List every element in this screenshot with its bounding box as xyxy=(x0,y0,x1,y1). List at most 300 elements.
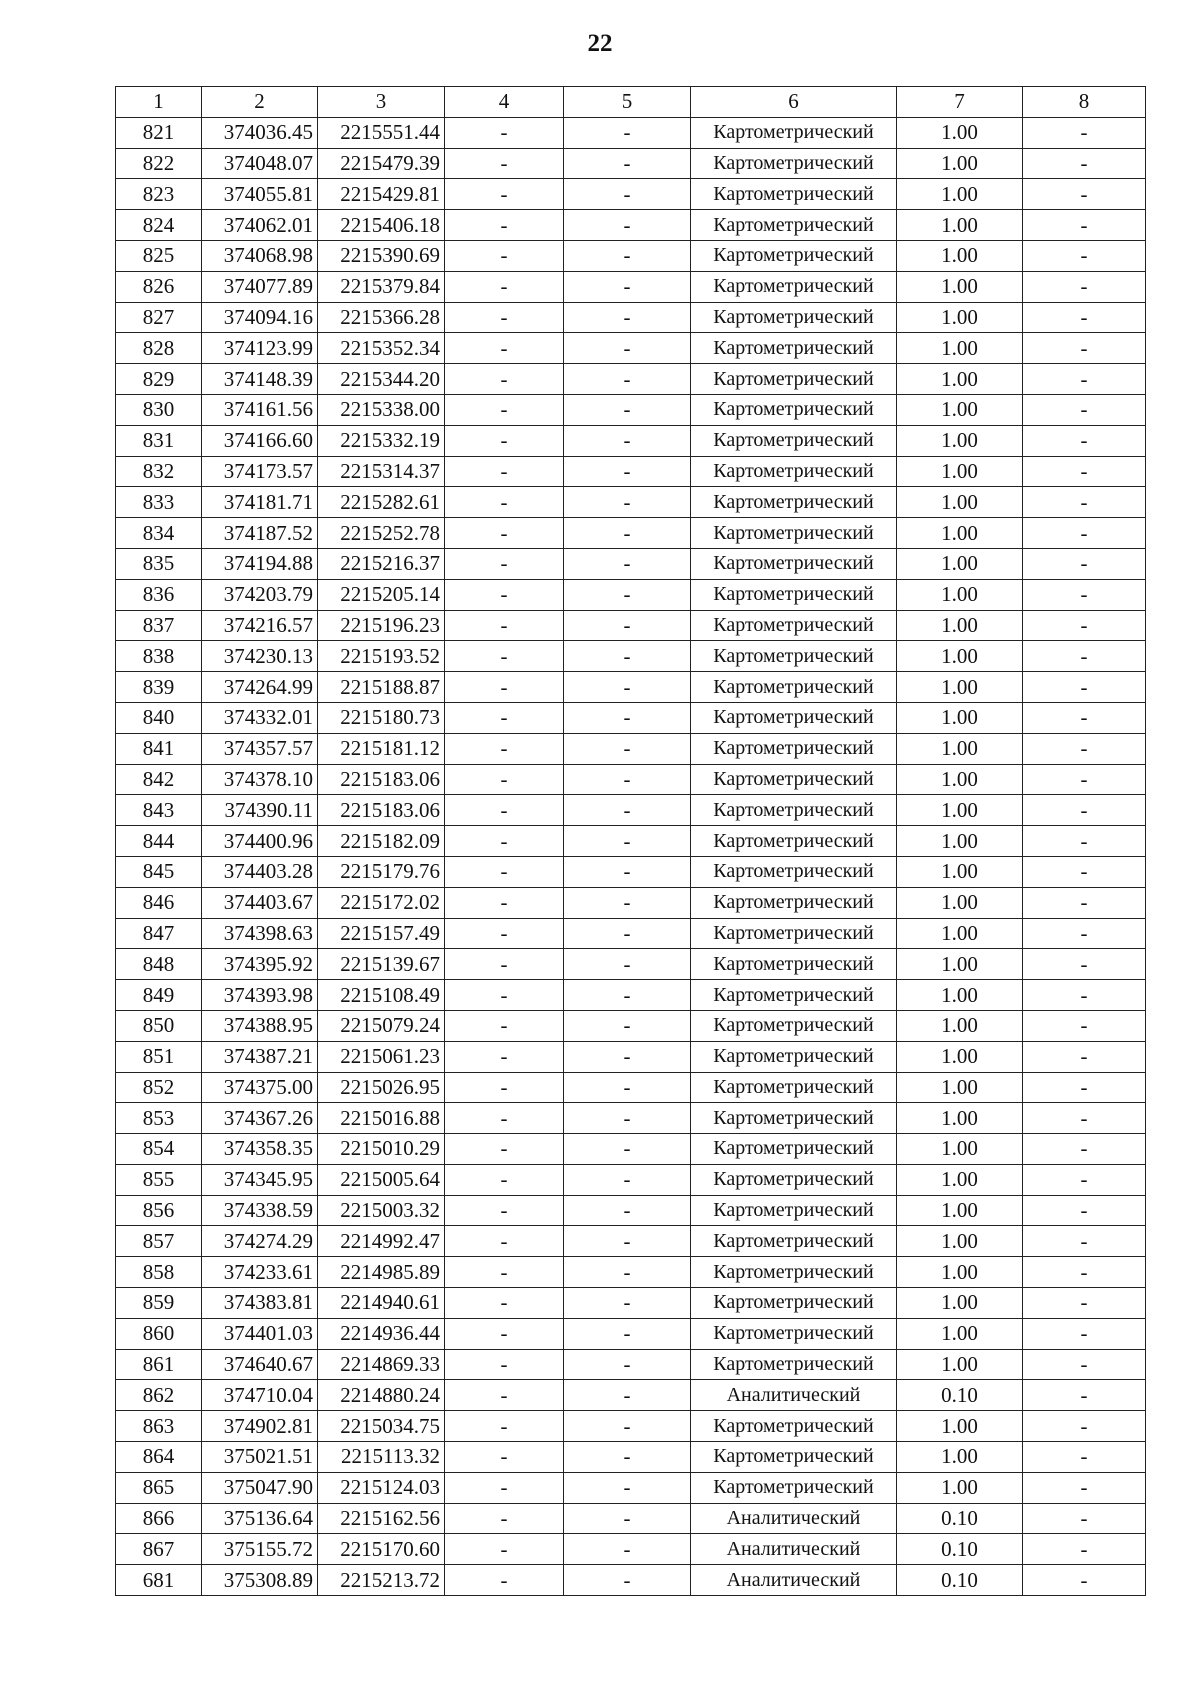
cell-y-coordinate: 2215079.24 xyxy=(318,1010,445,1041)
cell-x-coordinate: 374181.71 xyxy=(202,487,318,518)
cell-method: Картометрический xyxy=(691,1411,897,1442)
cell-accuracy: 1.00 xyxy=(897,1072,1023,1103)
cell-x-coordinate: 374332.01 xyxy=(202,702,318,733)
cell-accuracy: 1.00 xyxy=(897,302,1023,333)
column-header-3: 3 xyxy=(318,87,445,118)
table-row xyxy=(116,918,1146,949)
cell-accuracy: 0.10 xyxy=(897,1380,1023,1411)
cell-method: Картометрический xyxy=(691,117,897,148)
cell-method: Картометрический xyxy=(691,856,897,887)
table-row xyxy=(116,1226,1146,1257)
cell-method: Картометрический xyxy=(691,672,897,703)
cell-point-number: 856 xyxy=(116,1195,202,1226)
cell-x-coordinate: 374403.28 xyxy=(202,856,318,887)
cell-y-coordinate: 2215113.32 xyxy=(318,1442,445,1473)
table-row xyxy=(116,394,1146,425)
cell-col-5: - xyxy=(564,394,691,425)
cell-accuracy: 1.00 xyxy=(897,795,1023,826)
cell-point-number: 850 xyxy=(116,1010,202,1041)
cell-point-number: 846 xyxy=(116,887,202,918)
table-row xyxy=(116,702,1146,733)
cell-method: Картометрический xyxy=(691,1288,897,1319)
cell-col-4: - xyxy=(445,333,564,364)
cell-method: Картометрический xyxy=(691,1257,897,1288)
cell-col-5: - xyxy=(564,1164,691,1195)
cell-col-8: - xyxy=(1023,333,1146,364)
cell-method: Картометрический xyxy=(691,764,897,795)
cell-col-4: - xyxy=(445,487,564,518)
cell-col-8: - xyxy=(1023,1565,1146,1596)
cell-col-5: - xyxy=(564,641,691,672)
cell-x-coordinate: 375155.72 xyxy=(202,1534,318,1565)
cell-col-5: - xyxy=(564,1010,691,1041)
cell-method: Картометрический xyxy=(691,333,897,364)
table-row xyxy=(116,733,1146,764)
cell-method: Картометрический xyxy=(691,487,897,518)
cell-method: Картометрический xyxy=(691,1072,897,1103)
cell-point-number: 862 xyxy=(116,1380,202,1411)
cell-point-number: 825 xyxy=(116,240,202,271)
cell-accuracy: 1.00 xyxy=(897,148,1023,179)
cell-accuracy: 1.00 xyxy=(897,394,1023,425)
cell-col-5: - xyxy=(564,579,691,610)
cell-x-coordinate: 374094.16 xyxy=(202,302,318,333)
cell-accuracy: 1.00 xyxy=(897,1411,1023,1442)
cell-accuracy: 1.00 xyxy=(897,1472,1023,1503)
cell-point-number: 841 xyxy=(116,733,202,764)
cell-col-4: - xyxy=(445,394,564,425)
cell-accuracy: 1.00 xyxy=(897,1103,1023,1134)
cell-col-8: - xyxy=(1023,302,1146,333)
cell-col-5: - xyxy=(564,1565,691,1596)
cell-accuracy: 1.00 xyxy=(897,1041,1023,1072)
table-row xyxy=(116,1103,1146,1134)
table-row xyxy=(116,364,1146,395)
cell-accuracy: 1.00 xyxy=(897,980,1023,1011)
cell-col-8: - xyxy=(1023,394,1146,425)
cell-col-4: - xyxy=(445,764,564,795)
cell-method: Аналитический xyxy=(691,1565,897,1596)
table-row xyxy=(116,949,1146,980)
cell-point-number: 842 xyxy=(116,764,202,795)
cell-col-4: - xyxy=(445,918,564,949)
cell-accuracy: 1.00 xyxy=(897,949,1023,980)
cell-method: Картометрический xyxy=(691,1349,897,1380)
cell-x-coordinate: 374902.81 xyxy=(202,1411,318,1442)
cell-y-coordinate: 2215332.19 xyxy=(318,425,445,456)
table-row xyxy=(116,1534,1146,1565)
cell-y-coordinate: 2215314.37 xyxy=(318,456,445,487)
cell-point-number: 843 xyxy=(116,795,202,826)
cell-y-coordinate: 2215366.28 xyxy=(318,302,445,333)
cell-col-8: - xyxy=(1023,795,1146,826)
cell-y-coordinate: 2215170.60 xyxy=(318,1534,445,1565)
cell-col-4: - xyxy=(445,179,564,210)
cell-x-coordinate: 374187.52 xyxy=(202,518,318,549)
cell-y-coordinate: 2215479.39 xyxy=(318,148,445,179)
cell-col-5: - xyxy=(564,856,691,887)
cell-y-coordinate: 2215061.23 xyxy=(318,1041,445,1072)
cell-accuracy: 1.00 xyxy=(897,210,1023,241)
table-row xyxy=(116,425,1146,456)
cell-method: Картометрический xyxy=(691,1041,897,1072)
cell-point-number: 839 xyxy=(116,672,202,703)
cell-col-5: - xyxy=(564,702,691,733)
cell-x-coordinate: 374400.96 xyxy=(202,826,318,857)
cell-y-coordinate: 2215551.44 xyxy=(318,117,445,148)
cell-col-5: - xyxy=(564,302,691,333)
cell-accuracy: 1.00 xyxy=(897,1010,1023,1041)
cell-col-8: - xyxy=(1023,1411,1146,1442)
cell-col-5: - xyxy=(564,1257,691,1288)
cell-col-5: - xyxy=(564,456,691,487)
cell-accuracy: 1.00 xyxy=(897,702,1023,733)
table-row xyxy=(116,210,1146,241)
table-row xyxy=(116,456,1146,487)
cell-col-4: - xyxy=(445,672,564,703)
cell-accuracy: 1.00 xyxy=(897,1257,1023,1288)
cell-accuracy: 1.00 xyxy=(897,1349,1023,1380)
cell-col-4: - xyxy=(445,1411,564,1442)
cell-x-coordinate: 375021.51 xyxy=(202,1442,318,1473)
cell-x-coordinate: 375047.90 xyxy=(202,1472,318,1503)
cell-accuracy: 1.00 xyxy=(897,887,1023,918)
cell-method: Картометрический xyxy=(691,394,897,425)
cell-col-4: - xyxy=(445,1534,564,1565)
cell-y-coordinate: 2215010.29 xyxy=(318,1134,445,1165)
table-row xyxy=(116,1072,1146,1103)
table-row xyxy=(116,856,1146,887)
cell-col-5: - xyxy=(564,271,691,302)
cell-method: Картометрический xyxy=(691,826,897,857)
cell-x-coordinate: 374338.59 xyxy=(202,1195,318,1226)
cell-col-8: - xyxy=(1023,641,1146,672)
cell-x-coordinate: 374375.00 xyxy=(202,1072,318,1103)
cell-col-4: - xyxy=(445,456,564,487)
cell-method: Картометрический xyxy=(691,456,897,487)
cell-col-4: - xyxy=(445,795,564,826)
cell-x-coordinate: 374233.61 xyxy=(202,1257,318,1288)
table-row xyxy=(116,641,1146,672)
table-row xyxy=(116,271,1146,302)
cell-point-number: 853 xyxy=(116,1103,202,1134)
cell-col-4: - xyxy=(445,1503,564,1534)
cell-method: Картометрический xyxy=(691,795,897,826)
cell-accuracy: 1.00 xyxy=(897,117,1023,148)
cell-x-coordinate: 374230.13 xyxy=(202,641,318,672)
cell-col-8: - xyxy=(1023,702,1146,733)
cell-col-5: - xyxy=(564,1072,691,1103)
cell-col-4: - xyxy=(445,1257,564,1288)
cell-accuracy: 1.00 xyxy=(897,518,1023,549)
cell-col-8: - xyxy=(1023,271,1146,302)
cell-method: Картометрический xyxy=(691,1226,897,1257)
cell-accuracy: 0.10 xyxy=(897,1565,1023,1596)
cell-col-8: - xyxy=(1023,1380,1146,1411)
cell-accuracy: 1.00 xyxy=(897,1134,1023,1165)
cell-point-number: 824 xyxy=(116,210,202,241)
cell-col-4: - xyxy=(445,949,564,980)
cell-x-coordinate: 374388.95 xyxy=(202,1010,318,1041)
cell-x-coordinate: 374194.88 xyxy=(202,548,318,579)
cell-col-4: - xyxy=(445,364,564,395)
cell-point-number: 867 xyxy=(116,1534,202,1565)
cell-accuracy: 1.00 xyxy=(897,271,1023,302)
table-row xyxy=(116,548,1146,579)
cell-x-coordinate: 374173.57 xyxy=(202,456,318,487)
cell-y-coordinate: 2215180.73 xyxy=(318,702,445,733)
cell-col-4: - xyxy=(445,1318,564,1349)
cell-y-coordinate: 2215183.06 xyxy=(318,764,445,795)
cell-col-5: - xyxy=(564,333,691,364)
cell-col-5: - xyxy=(564,425,691,456)
cell-col-8: - xyxy=(1023,425,1146,456)
column-header-6: 6 xyxy=(691,87,897,118)
cell-col-4: - xyxy=(445,1164,564,1195)
cell-x-coordinate: 374378.10 xyxy=(202,764,318,795)
cell-col-4: - xyxy=(445,856,564,887)
cell-method: Картометрический xyxy=(691,1164,897,1195)
cell-point-number: 681 xyxy=(116,1565,202,1596)
cell-col-5: - xyxy=(564,148,691,179)
cell-col-8: - xyxy=(1023,980,1146,1011)
cell-col-5: - xyxy=(564,826,691,857)
cell-point-number: 866 xyxy=(116,1503,202,1534)
cell-accuracy: 1.00 xyxy=(897,1195,1023,1226)
cell-col-4: - xyxy=(445,733,564,764)
cell-method: Картометрический xyxy=(691,240,897,271)
cell-y-coordinate: 2215026.95 xyxy=(318,1072,445,1103)
cell-y-coordinate: 2215179.76 xyxy=(318,856,445,887)
cell-x-coordinate: 374345.95 xyxy=(202,1164,318,1195)
cell-point-number: 837 xyxy=(116,610,202,641)
cell-col-5: - xyxy=(564,949,691,980)
cell-x-coordinate: 374161.56 xyxy=(202,394,318,425)
cell-col-4: - xyxy=(445,1442,564,1473)
table-row xyxy=(116,795,1146,826)
cell-accuracy: 1.00 xyxy=(897,856,1023,887)
cell-col-8: - xyxy=(1023,1318,1146,1349)
cell-col-8: - xyxy=(1023,1257,1146,1288)
cell-col-8: - xyxy=(1023,918,1146,949)
cell-accuracy: 1.00 xyxy=(897,764,1023,795)
cell-point-number: 828 xyxy=(116,333,202,364)
cell-col-8: - xyxy=(1023,487,1146,518)
table-row xyxy=(116,1349,1146,1380)
cell-y-coordinate: 2215183.06 xyxy=(318,795,445,826)
cell-point-number: 845 xyxy=(116,856,202,887)
table-body xyxy=(116,117,1146,1595)
cell-y-coordinate: 2215016.88 xyxy=(318,1103,445,1134)
cell-x-coordinate: 375308.89 xyxy=(202,1565,318,1596)
cell-x-coordinate: 374077.89 xyxy=(202,271,318,302)
table-row xyxy=(116,1288,1146,1319)
cell-point-number: 851 xyxy=(116,1041,202,1072)
cell-y-coordinate: 2215182.09 xyxy=(318,826,445,857)
cell-x-coordinate: 374357.57 xyxy=(202,733,318,764)
cell-y-coordinate: 2215193.52 xyxy=(318,641,445,672)
cell-method: Картометрический xyxy=(691,1472,897,1503)
cell-method: Картометрический xyxy=(691,733,897,764)
cell-accuracy: 0.10 xyxy=(897,1534,1023,1565)
cell-method: Картометрический xyxy=(691,302,897,333)
cell-col-4: - xyxy=(445,271,564,302)
cell-point-number: 821 xyxy=(116,117,202,148)
cell-col-5: - xyxy=(564,887,691,918)
table-row xyxy=(116,333,1146,364)
cell-x-coordinate: 374203.79 xyxy=(202,579,318,610)
cell-method: Картометрический xyxy=(691,1010,897,1041)
cell-col-8: - xyxy=(1023,364,1146,395)
cell-method: Картометрический xyxy=(691,610,897,641)
cell-col-4: - xyxy=(445,1195,564,1226)
cell-method: Аналитический xyxy=(691,1503,897,1534)
cell-point-number: 836 xyxy=(116,579,202,610)
cell-point-number: 848 xyxy=(116,949,202,980)
cell-method: Картометрический xyxy=(691,548,897,579)
cell-method: Картометрический xyxy=(691,425,897,456)
cell-col-8: - xyxy=(1023,518,1146,549)
cell-col-4: - xyxy=(445,1072,564,1103)
cell-col-5: - xyxy=(564,179,691,210)
cell-method: Картометрический xyxy=(691,1134,897,1165)
cell-col-5: - xyxy=(564,1380,691,1411)
cell-col-8: - xyxy=(1023,1503,1146,1534)
cell-method: Картометрический xyxy=(691,148,897,179)
cell-method: Картометрический xyxy=(691,1195,897,1226)
cell-col-4: - xyxy=(445,980,564,1011)
table-row xyxy=(116,1318,1146,1349)
cell-accuracy: 0.10 xyxy=(897,1503,1023,1534)
table-row xyxy=(116,610,1146,641)
cell-col-5: - xyxy=(564,1226,691,1257)
cell-x-coordinate: 374062.01 xyxy=(202,210,318,241)
cell-accuracy: 1.00 xyxy=(897,364,1023,395)
cell-col-4: - xyxy=(445,518,564,549)
cell-col-5: - xyxy=(564,1041,691,1072)
cell-x-coordinate: 374068.98 xyxy=(202,240,318,271)
cell-col-8: - xyxy=(1023,1442,1146,1473)
cell-accuracy: 1.00 xyxy=(897,672,1023,703)
cell-col-4: - xyxy=(445,1041,564,1072)
cell-point-number: 834 xyxy=(116,518,202,549)
cell-col-8: - xyxy=(1023,179,1146,210)
cell-y-coordinate: 2215139.67 xyxy=(318,949,445,980)
cell-col-8: - xyxy=(1023,1072,1146,1103)
cell-point-number: 849 xyxy=(116,980,202,1011)
cell-x-coordinate: 374166.60 xyxy=(202,425,318,456)
cell-x-coordinate: 374123.99 xyxy=(202,333,318,364)
cell-method: Картометрический xyxy=(691,887,897,918)
cell-point-number: 823 xyxy=(116,179,202,210)
cell-col-4: - xyxy=(445,887,564,918)
cell-col-8: - xyxy=(1023,1195,1146,1226)
cell-col-8: - xyxy=(1023,1103,1146,1134)
cell-accuracy: 1.00 xyxy=(897,1318,1023,1349)
cell-col-8: - xyxy=(1023,610,1146,641)
cell-y-coordinate: 2215003.32 xyxy=(318,1195,445,1226)
cell-col-5: - xyxy=(564,610,691,641)
cell-col-8: - xyxy=(1023,1164,1146,1195)
cell-x-coordinate: 374393.98 xyxy=(202,980,318,1011)
cell-col-8: - xyxy=(1023,856,1146,887)
cell-col-4: - xyxy=(445,1472,564,1503)
cell-col-4: - xyxy=(445,1226,564,1257)
cell-col-5: - xyxy=(564,487,691,518)
cell-accuracy: 1.00 xyxy=(897,610,1023,641)
cell-point-number: 840 xyxy=(116,702,202,733)
cell-accuracy: 1.00 xyxy=(897,333,1023,364)
cell-x-coordinate: 374640.67 xyxy=(202,1349,318,1380)
cell-accuracy: 1.00 xyxy=(897,733,1023,764)
cell-point-number: 844 xyxy=(116,826,202,857)
cell-x-coordinate: 374055.81 xyxy=(202,179,318,210)
cell-method: Картометрический xyxy=(691,702,897,733)
cell-x-coordinate: 374390.11 xyxy=(202,795,318,826)
table-row xyxy=(116,1195,1146,1226)
cell-col-5: - xyxy=(564,795,691,826)
cell-y-coordinate: 2215429.81 xyxy=(318,179,445,210)
cell-col-5: - xyxy=(564,918,691,949)
cell-col-5: - xyxy=(564,240,691,271)
table-row xyxy=(116,302,1146,333)
cell-col-5: - xyxy=(564,364,691,395)
cell-col-4: - xyxy=(445,1349,564,1380)
cell-col-4: - xyxy=(445,579,564,610)
column-header-7: 7 xyxy=(897,87,1023,118)
cell-col-5: - xyxy=(564,764,691,795)
cell-method: Картометрический xyxy=(691,271,897,302)
cell-col-4: - xyxy=(445,1565,564,1596)
cell-point-number: 859 xyxy=(116,1288,202,1319)
table-row xyxy=(116,148,1146,179)
cell-y-coordinate: 2215282.61 xyxy=(318,487,445,518)
cell-col-8: - xyxy=(1023,240,1146,271)
cell-col-8: - xyxy=(1023,548,1146,579)
cell-col-5: - xyxy=(564,1288,691,1319)
cell-col-5: - xyxy=(564,1472,691,1503)
cell-col-8: - xyxy=(1023,117,1146,148)
cell-point-number: 827 xyxy=(116,302,202,333)
cell-method: Картометрический xyxy=(691,210,897,241)
column-header-4: 4 xyxy=(445,87,564,118)
table-row xyxy=(116,1565,1146,1596)
cell-x-coordinate: 374387.21 xyxy=(202,1041,318,1072)
cell-point-number: 860 xyxy=(116,1318,202,1349)
cell-y-coordinate: 2215124.03 xyxy=(318,1472,445,1503)
cell-y-coordinate: 2215188.87 xyxy=(318,672,445,703)
cell-col-5: - xyxy=(564,1349,691,1380)
cell-accuracy: 1.00 xyxy=(897,1226,1023,1257)
cell-x-coordinate: 374395.92 xyxy=(202,949,318,980)
cell-y-coordinate: 2215406.18 xyxy=(318,210,445,241)
cell-accuracy: 1.00 xyxy=(897,425,1023,456)
cell-col-8: - xyxy=(1023,826,1146,857)
cell-y-coordinate: 2215005.64 xyxy=(318,1164,445,1195)
cell-col-8: - xyxy=(1023,1134,1146,1165)
cell-y-coordinate: 2215108.49 xyxy=(318,980,445,1011)
cell-col-5: - xyxy=(564,1134,691,1165)
cell-y-coordinate: 2215157.49 xyxy=(318,918,445,949)
cell-col-4: - xyxy=(445,1010,564,1041)
cell-point-number: 852 xyxy=(116,1072,202,1103)
table-row xyxy=(116,887,1146,918)
cell-col-4: - xyxy=(445,302,564,333)
cell-y-coordinate: 2215172.02 xyxy=(318,887,445,918)
table-row xyxy=(116,1472,1146,1503)
cell-col-5: - xyxy=(564,672,691,703)
cell-col-8: - xyxy=(1023,1010,1146,1041)
